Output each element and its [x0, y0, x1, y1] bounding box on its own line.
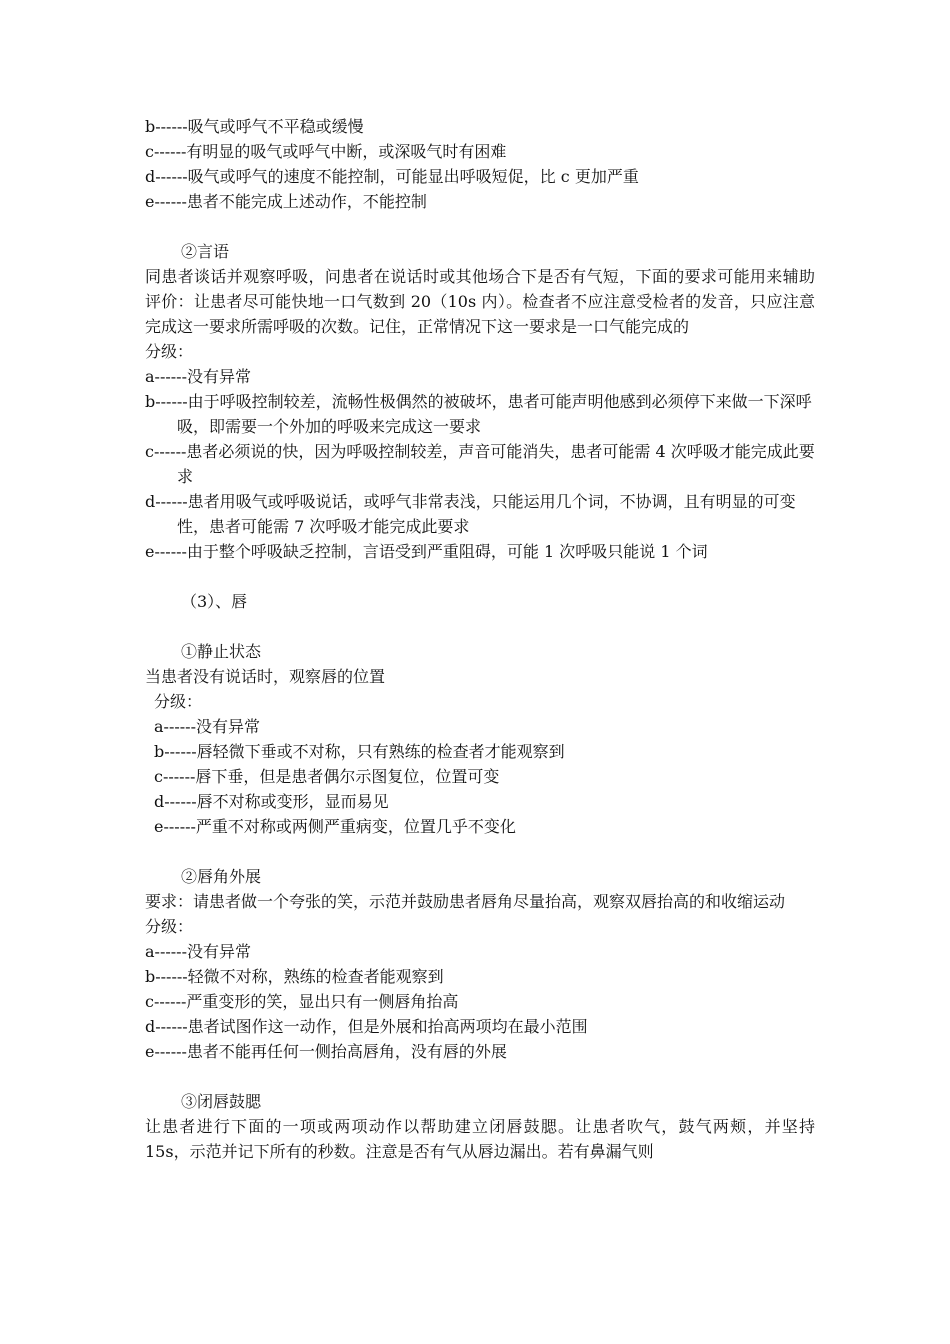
lips-spread-grading-label: 分级：: [145, 917, 194, 936]
grade-item-c: c------严重变形的笑，显出只有一侧唇角抬高: [145, 992, 459, 1011]
speech-description: 同患者谈话并观察呼吸，问患者在说话时或其他场合下是否有气短，下面的要求可能用来辅助评价：让患者尽可能快地一口气数到 20（10s 内）。检查者不应注意受检者的发音，只应注意完成这一要求所需呼吸的次数。记住，正常情况下这一要求是一口气能完成的: [145, 267, 815, 336]
grade-item-e: e------严重不对称或两侧严重病变，位置几乎不变化: [154, 817, 516, 836]
speech-grading-label: 分级：: [145, 342, 194, 361]
lips-seal-heading: ③闭唇鼓腮: [181, 1092, 262, 1111]
lips-spread-description: 要求：请患者做一个夸张的笑，示范并鼓励患者唇角尽量抬高，观察双唇抬高的和收缩运动: [145, 892, 786, 911]
grade-item-c: c------唇下垂，但是患者偶尔示图复位，位置可变: [154, 767, 500, 786]
lips-rest-description: 当患者没有说话时，观察唇的位置: [145, 667, 386, 686]
grade-item-e: e------患者不能完成上述动作，不能控制: [145, 192, 427, 211]
grade-item-b: b------吸气或呼气不平稳或缓慢: [145, 117, 364, 136]
grade-item-d: d------患者用吸气或呼吸说话，或呼气非常表浅，只能运用几个词，不协调，且有明显的可变性，患者可能需 7 次呼吸才能完成此要求: [145, 492, 796, 536]
lips-spread-grading-list: [145, 939, 815, 1064]
grade-item-d: d------唇不对称或变形，显而易见: [154, 792, 389, 811]
document-body: [145, 114, 815, 1164]
grade-item-b: b------轻微不对称，熟练的检查者能观察到: [145, 967, 444, 986]
grade-item-a: a------没有异常: [145, 367, 251, 386]
lips-rest-grading-label: 分级：: [154, 692, 203, 711]
grade-item-e: e------由于整个呼吸缺乏控制，言语受到严重阻碍，可能 1 次呼吸只能说 1 个词: [145, 542, 708, 561]
speech-grading-list: [145, 364, 815, 564]
grade-item-e: e------患者不能再任何一侧抬高唇角，没有唇的外展: [145, 1042, 507, 1061]
grade-item-d: d------患者试图作这一动作，但是外展和抬高两项均在最小范围: [145, 1017, 588, 1036]
grade-item-d: d------吸气或呼气的速度不能控制，可能显出呼吸短促，比 c 更加严重: [145, 167, 639, 186]
speech-heading: ②言语: [181, 242, 230, 261]
breath-grading-list: [145, 114, 815, 214]
lips-heading: （3）、唇: [181, 592, 248, 611]
grade-item-b: b------由于呼吸控制较差，流畅性极偶然的被破坏，患者可能声明他感到必须停下来做一下深呼吸，即需要一个外加的呼吸来完成这一要求: [145, 392, 812, 436]
grade-item-a: a------没有异常: [145, 942, 251, 961]
grade-item-c: c------患者必须说的快，因为呼吸控制较差，声音可能消失，患者可能需 4 次呼吸才能完成此要求: [145, 442, 815, 486]
lips-rest-grading-list: [145, 714, 815, 839]
lips-spread-heading: ②唇角外展: [181, 867, 262, 886]
grade-item-b: b------唇轻微下垂或不对称，只有熟练的检查者才能观察到: [154, 742, 565, 761]
lips-seal-description: 让患者进行下面的一项或两项动作以帮助建立闭唇鼓腮。让患者吹气，鼓气两颊，并坚持 15s，示范并记下所有的秒数。注意是否有气从唇边漏出。若有鼻漏气则: [145, 1117, 815, 1161]
grade-item-c: c------有明显的吸气或呼气中断，或深吸气时有困难: [145, 142, 507, 161]
lips-rest-heading: ①静止状态: [181, 642, 262, 661]
grade-item-a: a------没有异常: [154, 717, 260, 736]
